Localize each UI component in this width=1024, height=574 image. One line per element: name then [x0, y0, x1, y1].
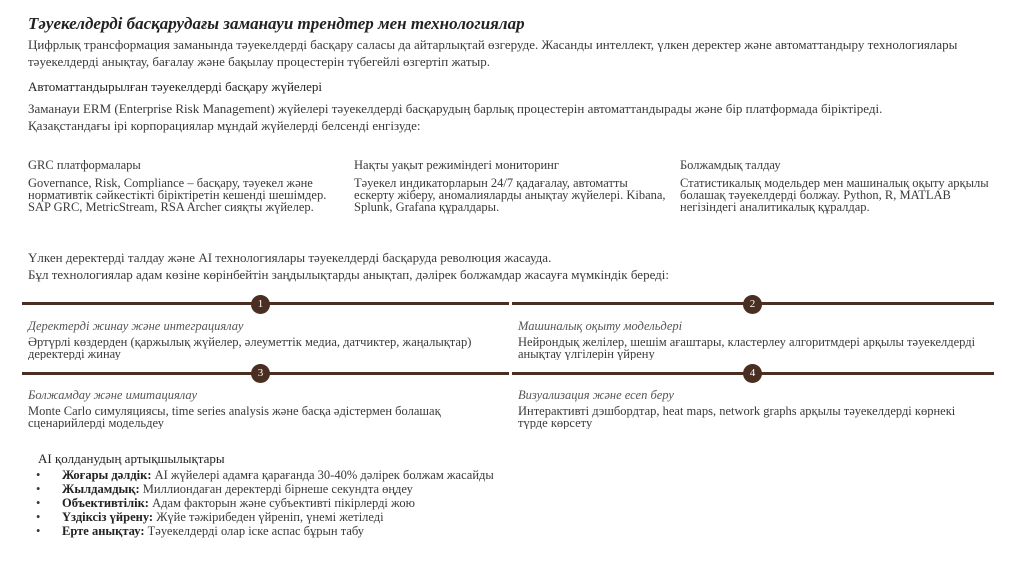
advantage-label: Үздіксіз үйрену: — [62, 510, 154, 524]
list-item — [34, 496, 494, 510]
step-number-badge: 1 — [251, 295, 270, 314]
advantage-label: Объективтілік: — [62, 496, 149, 510]
step-description: Әртүрлі көздерден (қаржылық жүйелер, әлеуметтік медиа, датчиктер, жаңалықтар) деректерді жинау — [28, 336, 472, 360]
column-text: Тәуекел индикаторларын 24/7 қадағалау, автоматты ескерту жіберу, аномалияларды анықтау жүйелері. Kibana, Splunk, Grafana құралдары. — [354, 176, 666, 214]
list-item — [34, 482, 494, 496]
step-number-badge: 2 — [743, 295, 762, 314]
step-title: Машиналық оқыту модельдері — [518, 319, 683, 333]
advantage-label: Ерте анықтау: — [62, 524, 145, 538]
page-title: Тәуекелдерді басқарудағы заманауи трендтер мен технологиялар — [28, 14, 525, 33]
step-title: Болжамдау және имитациялау — [28, 388, 198, 402]
step-description: Нейрондық желілер, шешім ағаштары, кластерлеу алгоритмдері арқылы тәуекелдерді анықтау үлгілерін үйрену — [518, 336, 976, 360]
column-title: GRC платформалары — [28, 158, 141, 172]
advantages-heading: AI қолданудың артықшылықтары — [38, 451, 225, 466]
bullet-icon: • — [36, 524, 41, 538]
column-text: Статистикалық модельдер мен машиналық оқыту арқылы болашақ тәуекелдерді болжау. Python, R, MATLAB негізіндегі аналитикалық құралдар. — [680, 176, 989, 214]
column-grc — [28, 158, 343, 213]
advantage-text: Тәуекелдерді олар іске аспас бұрын табу — [147, 524, 365, 538]
column-title: Болжамдық талдау — [680, 158, 781, 172]
bigdata-capabilities: Бұл технологиялар адам көзіне көрінбейтін заңдылықтарды анықтап, дәлірек болжамдар жасауға мүмкіндік береді: — [28, 267, 669, 282]
list-item — [34, 510, 494, 524]
bullet-icon: • — [36, 496, 41, 510]
advantage-label: Жоғары дәлдік: — [62, 468, 152, 482]
list-item — [34, 468, 494, 482]
bullet-icon: • — [36, 510, 41, 524]
step-number-badge: 4 — [743, 364, 762, 383]
intro-paragraph: Цифрлық трансформация заманында тәуекелдерді басқару саласы да айтарлықтай өзгеруде. Жасанды интеллект, үлкен деректер және автоматтандыру технологиялары тәуекелдерді анықтау, бағалау және бақылау процестерін түбегейлі өзгертіп жатыр. — [28, 37, 958, 69]
advantage-label: Жылдамдық: — [62, 482, 140, 496]
step-description: Интерактивті дэшбордтар, heat maps, network graphs арқылы тәуекелдерді көрнекі түрде көрсету — [518, 405, 956, 429]
column-text: Governance, Risk, Compliance – басқару, тәуекел және нормативтік сәйкестікті біріктіретін кешенді шешімдер. SAP GRC, MetricStream, RSA Archer сияқты жүйелер. — [28, 176, 327, 214]
advantage-text: Жүйе тәжірибеден үйреніп, үнемі жетіледі — [156, 510, 384, 524]
erm-adoption-note: Қазақстандағы ірі корпорациялар мұндай жүйелерді белсенді енгізуде: — [28, 118, 421, 133]
column-title: Нақты уақыт режиміндегі мониторинг — [354, 158, 559, 172]
step-number-badge: 3 — [251, 364, 270, 383]
advantage-text: AI жүйелері адамға қарағанда 30-40% дәлірек болжам жасайды — [154, 468, 494, 482]
section-heading-erm: Автоматтандырылған тәуекелдерді басқару жүйелері — [28, 79, 323, 94]
advantages-list — [34, 468, 494, 538]
advantage-text: Миллиондаған деректерді бірнеше секундта өңдеу — [142, 482, 413, 496]
step-title: Деректерді жинау және интеграциялау — [28, 319, 244, 333]
bullet-icon: • — [36, 468, 41, 482]
step-description: Monte Carlo симуляциясы, time series analysis және басқа әдістермен болашақ сценарийлерді модельдеу — [28, 405, 441, 429]
bigdata-intro: Үлкен деректерді талдау және AI технологиялары тәуекелдерді басқаруда революция жасауда. — [28, 250, 552, 265]
advantage-text: Адам факторын және субъективті пікірлерді жою — [152, 496, 415, 510]
step-title: Визуализация және есеп беру — [518, 388, 674, 402]
bullet-icon: • — [36, 482, 41, 496]
list-item — [34, 524, 494, 538]
column-monitoring — [354, 158, 669, 213]
column-predictive — [680, 158, 995, 213]
erm-description: Заманауи ERM (Enterprise Risk Management) жүйелері тәуекелдерді басқарудың барлық процестерін автоматтандырады және бір платформада біріктіреді. — [28, 101, 883, 116]
